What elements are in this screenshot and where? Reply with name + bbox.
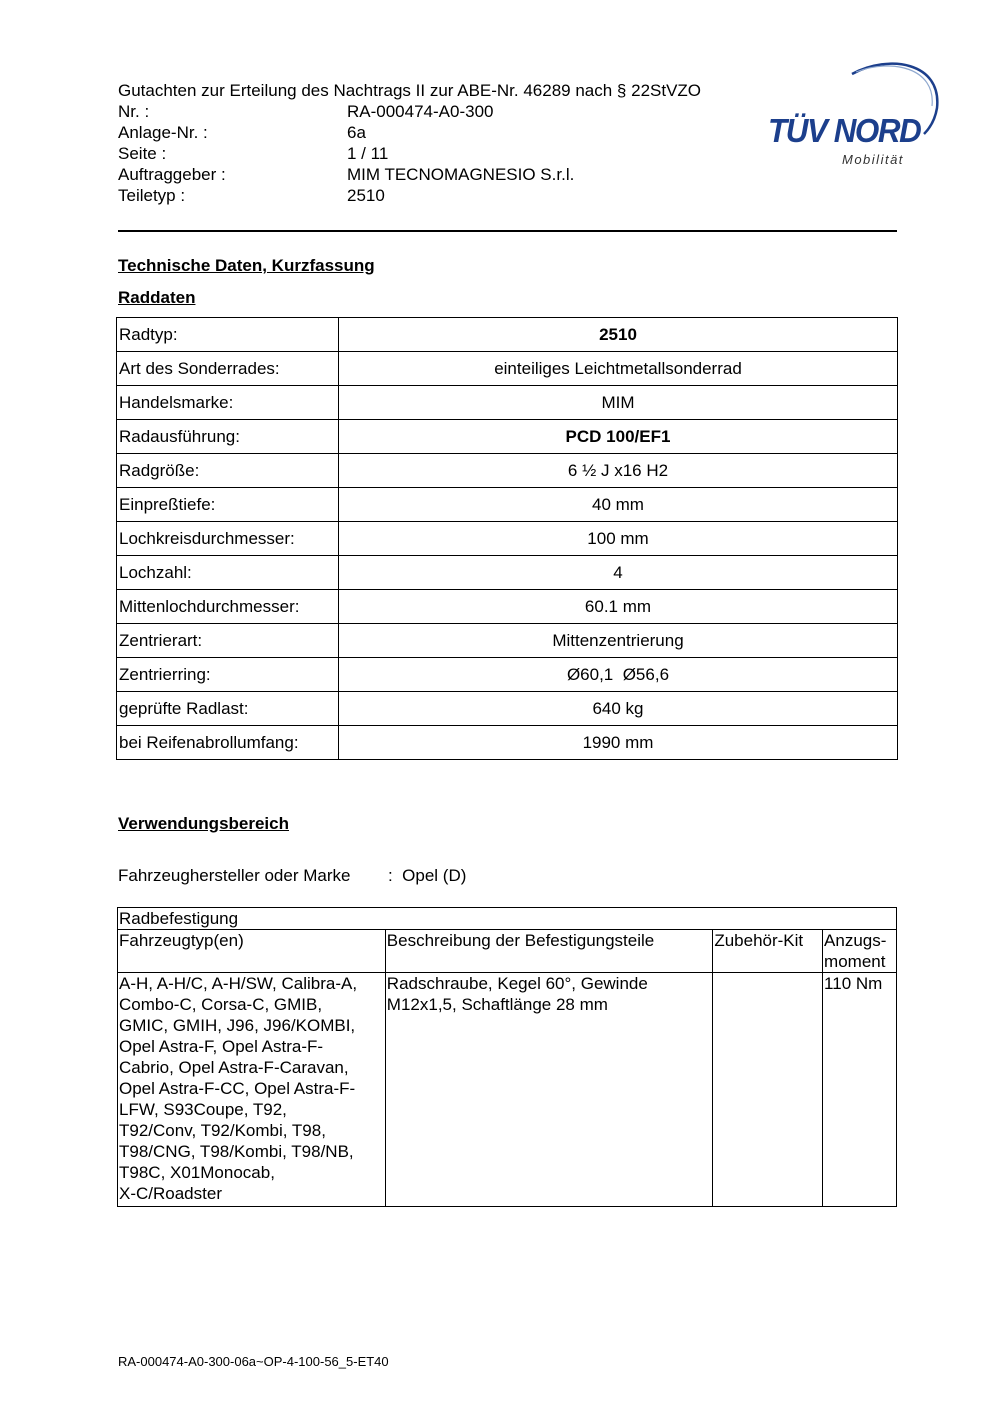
header-field-key: Nr. : — [118, 102, 150, 121]
header-field-key: Teiletyp : — [118, 186, 186, 205]
radbefestigung-title: Radbefestigung — [118, 908, 897, 930]
table-row — [117, 624, 898, 658]
header-field-anlage — [118, 122, 778, 143]
description-line: Radschraube, Kegel 60°, Gewinde — [386, 974, 648, 993]
row-value: 1990 mm — [339, 726, 898, 760]
header-field-value: MIM TECNOMAGNESIO S.r.l. — [347, 165, 575, 184]
row-key: Radausführung: — [117, 420, 339, 454]
raddaten-table — [116, 317, 898, 760]
header-field-value: RA-000474-A0-300 — [347, 102, 494, 121]
type-line: X-C/Roadster — [119, 1184, 222, 1203]
table-row — [117, 318, 898, 352]
header-field-key: Auftraggeber : — [118, 165, 226, 184]
row-key: Einpreßtiefe: — [117, 488, 339, 522]
header-field-seite — [118, 143, 778, 164]
fahrzeugtypen-cell — [118, 973, 386, 1207]
table-row — [117, 454, 898, 488]
header-field-value: 2510 — [347, 186, 385, 205]
table-title-row — [118, 908, 897, 930]
row-key: Zentrierring: — [117, 658, 339, 692]
row-key: Radtyp: — [117, 318, 339, 352]
row-value: Ø60,1 Ø56,6 — [339, 658, 898, 692]
row-value: 100 mm — [339, 522, 898, 556]
document-title: Gutachten zur Erteilung des Nachtrags II zur ABE-Nr. 46289 nach § 22StVZO — [118, 81, 702, 100]
document-footer: RA-000474-A0-300-06a~OP-4-100-56_5-ET40 — [118, 1354, 389, 1369]
description-line: M12x1,5, Schaftlänge 28 mm — [386, 995, 608, 1014]
row-key: Zentrierart: — [117, 624, 339, 658]
table-row — [117, 726, 898, 760]
row-value: Mittenzentrierung — [339, 624, 898, 658]
type-line: LFW, S93Coupe, T92, — [119, 1100, 287, 1119]
hersteller-line — [118, 866, 466, 886]
type-line: Cabrio, Opel Astra-F-Caravan, — [119, 1058, 349, 1077]
row-key: geprüfte Radlast: — [117, 692, 339, 726]
row-value: 40 mm — [339, 488, 898, 522]
table-row — [117, 352, 898, 386]
type-line: T98C, X01Monocab, — [119, 1163, 275, 1182]
table-row — [117, 488, 898, 522]
row-value: 2510 — [339, 318, 898, 352]
header-field-nr — [118, 101, 778, 122]
logo-sub: Mobilität — [842, 152, 904, 167]
type-line: GMIC, GMIH, J96, J96/KOMBI, — [119, 1016, 356, 1035]
document-header — [118, 80, 778, 206]
header-line: moment — [824, 952, 886, 971]
header-field-value: 6a — [347, 123, 366, 142]
beschreibung-cell — [385, 973, 713, 1207]
table-row — [117, 590, 898, 624]
header-field-key: Anlage-Nr. : — [118, 123, 208, 142]
row-key: Mittenlochdurchmesser: — [117, 590, 339, 624]
row-value: 640 kg — [339, 692, 898, 726]
row-key: Radgröße: — [117, 454, 339, 488]
row-key: bei Reifenabrollumfang: — [117, 726, 339, 760]
type-line: T98/CNG, T98/Kombi, T98/NB, — [119, 1142, 354, 1161]
header-field-value: 1 / 11 — [347, 144, 389, 163]
table-row — [117, 556, 898, 590]
row-value: 4 — [339, 556, 898, 590]
table-row — [117, 692, 898, 726]
header-anzugsmoment — [823, 930, 897, 973]
type-line: T92/Conv, T92/Kombi, T98, — [119, 1121, 326, 1140]
hersteller-label: Fahrzeughersteller oder Marke — [118, 866, 351, 885]
row-key: Lochzahl: — [117, 556, 339, 590]
zubehoer-kit-cell — [713, 973, 823, 1207]
table-row — [117, 420, 898, 454]
row-key: Lochkreisdurchmesser: — [117, 522, 339, 556]
row-value: einteiliges Leichtmetallsonderrad — [339, 352, 898, 386]
table-row — [117, 522, 898, 556]
type-line: Combo-C, Corsa-C, GMIB, — [119, 995, 323, 1014]
header-field-auftraggeber — [118, 164, 778, 185]
radbefestigung-table — [117, 907, 897, 1207]
header-zubehoer-kit: Zubehör-Kit — [713, 930, 823, 973]
section-raddaten: Raddaten — [118, 288, 196, 307]
hersteller-value: : Opel (D) — [388, 866, 467, 885]
header-field-key: Seite : — [118, 144, 167, 163]
row-key: Handelsmarke: — [117, 386, 339, 420]
header-fahrzeugtyp: Fahrzeugtyp(en) — [118, 930, 386, 973]
row-value: 6 ½ J x16 H2 — [339, 454, 898, 488]
table-header-row — [118, 930, 897, 973]
row-key: Art des Sonderrades: — [117, 352, 339, 386]
type-line: Opel Astra-F-CC, Opel Astra-F- — [119, 1079, 356, 1098]
section-technische-daten: Technische Daten, Kurzfassung — [118, 256, 375, 275]
row-value: MIM — [339, 386, 898, 420]
type-line: Opel Astra-F, Opel Astra-F- — [119, 1037, 324, 1056]
header-field-teiletyp — [118, 185, 778, 206]
anzugsmoment-cell: 110 Nm — [823, 973, 897, 1207]
tuv-nord-logo — [764, 58, 944, 170]
table-row — [117, 658, 898, 692]
logo-brand: TÜV NORD — [768, 112, 921, 149]
row-value: 60.1 mm — [339, 590, 898, 624]
row-value: PCD 100/EF1 — [339, 420, 898, 454]
table-row — [118, 973, 897, 1207]
table-row — [117, 386, 898, 420]
section-verwendungsbereich: Verwendungsbereich — [118, 814, 289, 833]
header-rule — [118, 230, 897, 232]
type-line: A-H, A-H/C, A-H/SW, Calibra-A, — [119, 974, 358, 993]
header-beschreibung: Beschreibung der Befestigungsteile — [385, 930, 713, 973]
header-line: Anzugs- — [824, 931, 887, 950]
